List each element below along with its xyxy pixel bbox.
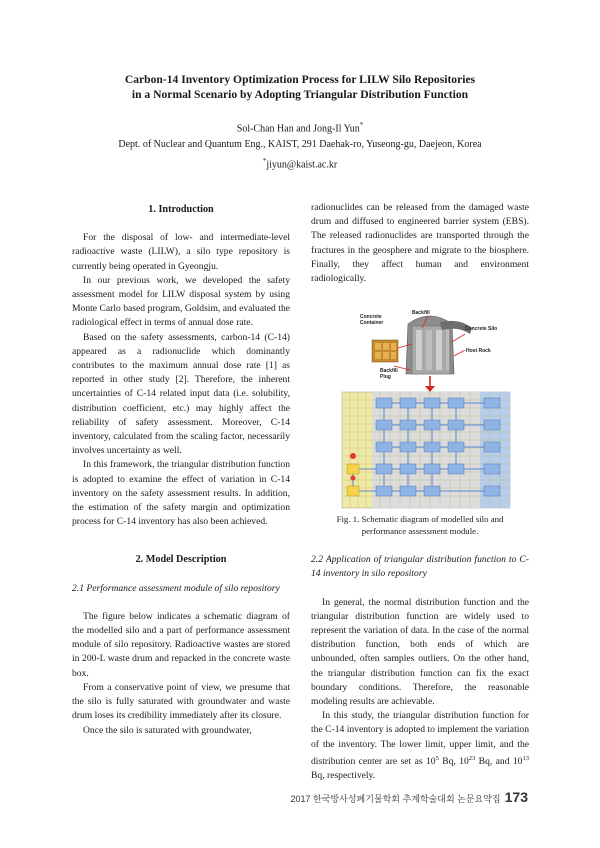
subsection-2-2-heading: 2.2 Application of triangular distribution function to C-14 inventory in silo repository <box>311 554 529 580</box>
author-names: Sol-Chan Han and Jong-Il Yun <box>236 123 360 135</box>
p2-text-b: Bq, 10 <box>438 756 469 768</box>
p2-text-d: Bq, respectively. <box>311 770 376 782</box>
model-description-heading: 2. Model Description <box>135 554 227 566</box>
author-list <box>60 119 540 135</box>
subsection-2-2-paragraph-2 <box>311 709 529 783</box>
label-backfill: Backfill <box>412 310 430 317</box>
corresponding-email <box>60 155 540 171</box>
exponent-center: 13 <box>522 754 529 762</box>
email-mark: * <box>262 157 267 165</box>
figure-1 <box>320 304 520 512</box>
subsection-2-1-paragraph-2: From a conservative point of view, we presume that the silo is fully saturated with groundwater and waste drum loses its credibility immediately after its closure. <box>72 681 290 722</box>
page-number: 173 <box>504 789 528 805</box>
left-column <box>72 201 290 738</box>
intro-paragraph-1: For the disposal of low- and intermediate-level radioactive waste (LILW), a silo type repository is currently being operated in Gyeongju. <box>72 232 290 272</box>
right-column <box>311 201 529 783</box>
right-paragraph-1: radionuclides can be released from the damaged waste drum and diffused to engineered barrier system (EBS). The released radionuclides are transported through the fractures in the geosphere and migrate to the biosphere. Finally, they affect human and environment radiologically. <box>311 202 529 285</box>
caption-line-2: performance assessment module. <box>361 525 479 536</box>
label-concrete-silo: Concrete Silo <box>465 326 498 333</box>
label-concrete-container: Concrete Container <box>360 314 384 327</box>
title-line-1: Carbon-14 Inventory Optimization Process for LILW Silo Repositories <box>124 73 476 86</box>
subsection-2-1-heading: 2.1 Performance assessment module of silo repository <box>72 582 280 594</box>
paper-title <box>60 72 540 102</box>
waste-drums-illustration <box>372 340 398 362</box>
intro-paragraph-2: In our previous work, we developed the safety assessment model for LILW disposal system by using Monte Carlo based program, Goldsim, and evaluated the radiological effect in terms of annual dose rate. <box>72 274 290 329</box>
intro-paragraph-3: Based on the safety assessments, carbon-14 (C-14) appeared as a radionuclide which dominantly contributes to the maximum annual dose rate [1] as reported in other study [2]. Therefore, the inherent uncertainties of C-14 related input data (i.e. solubility, distribution coefficient, etc.) may highly affect the reliability of safety assessment. Moreover, C-14 inventory, calculated from the scaling factor, necessarily involves uncertainty as well. <box>72 331 290 457</box>
title-line-2: in a Normal Scenario by Adopting Triangular Distribution Function <box>131 88 469 101</box>
subsection-2-1-paragraph-1: The figure below indicates a schematic diagram of the modelled silo and a part of performance assessment module of silo repository. Radioactive wastes are stored in 200-L waste drum and repacked in the concrete waste box. <box>72 610 290 679</box>
exponent-upper: 23 <box>468 754 476 762</box>
intro-paragraph-4: In this framework, the triangular distribution function is adopted to examine the effect of variation in C-14 inventory on the safety assessment results. In addition, the estimation of the safety margin and optimization process for C-14 inventory has also been achieved. <box>72 459 290 528</box>
subsection-2-1-paragraph-3: Once the silo is saturated with groundwater, <box>83 724 252 736</box>
affiliation: Dept. of Nuclear and Quantum Eng., KAIST, 291 Daehak-ro, Yuseong-gu, Daejeon, Korea <box>118 139 482 150</box>
corresponding-mark: * <box>359 121 364 129</box>
silo-illustration <box>372 316 472 392</box>
page-footer <box>291 789 528 805</box>
label-backfill-plug: Backfill Plug <box>380 368 398 381</box>
p2-text-c: Bq, and 10 <box>475 756 523 768</box>
label-host-rock: Host Rock <box>466 348 491 355</box>
footer-proceedings: 2017 한국방사성폐기물학회 추계학술대회 논문요약집 <box>290 794 501 804</box>
performance-assessment-module-grid <box>342 392 510 508</box>
caption-line-1: Fig. 1. Schematic diagram of modelled silo and <box>336 514 504 525</box>
subsection-2-2-paragraph-1: In general, the normal distribution function and the triangular distribution function are widely used to represent the variation of data. In the case of the normal distribution function, both ends of which are unbounded, often samples outliers. On the other hand, the triangular distribution function can fix the exact boundary conditions. Therefore, the reasonable modeling results are achievable. <box>311 596 529 708</box>
figure-1-caption <box>311 514 529 537</box>
introduction-heading: 1. Introduction <box>148 204 214 215</box>
exponent-lower: 5 <box>435 754 439 762</box>
email-address: jiyun@kaist.ac.kr <box>266 159 338 171</box>
p2-text-a: In this study, the triangular distribution function for the C-14 inventory is adopted to implement the variation of the inventory. The lower limit, upper limit, and the distribution center are set as 10 <box>311 710 529 768</box>
